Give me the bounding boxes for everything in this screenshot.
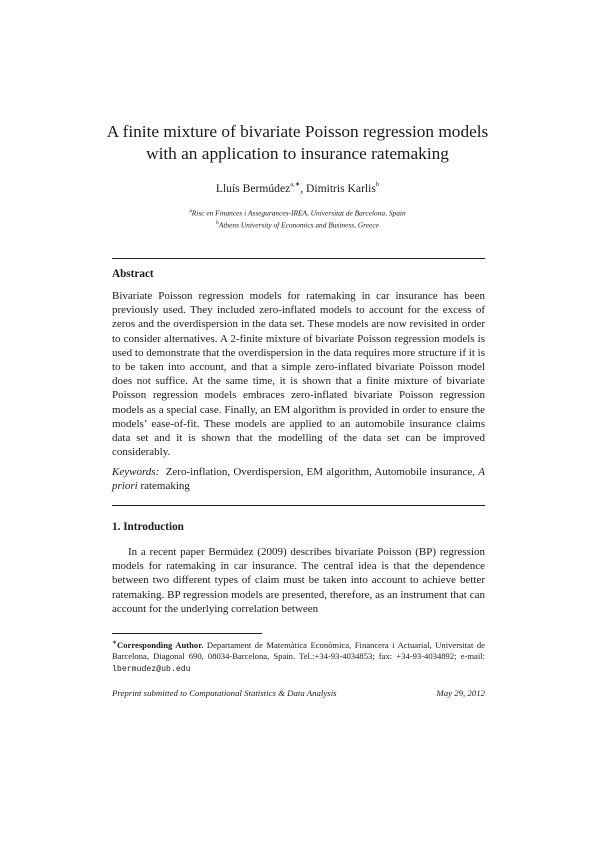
abstract-heading: Abstract — [112, 268, 154, 280]
affiliation-mark: b — [216, 220, 219, 227]
page-footer — [112, 688, 485, 698]
abstract-text: Bivariate Poisson regression models for ratemaking in car insurance has been previously used. They included zero-inflated models to account for the excess of zeros and the overdispersion in the data set. These models are now revisited in order to consider alternatives. A 2-finite mixture of bivariate Poisson regression models is used to demonstrate that the overdispersion in the data requires more structure if it is to be taken into account, and that a simple zero-inflated bivariate Poisson model does not suffice. At the same time, it is shown that a finite mixture of bivariate Poisson regression models embraces zero-inflated bivariate Poisson regression models as a special case. Finally, an EM algorithm is provided in order to ensure the models’ ease-of-fit. These models are applied to an automobile insurance claims data set and it is shown that the modelling of the data set can be improved considerably. — [112, 290, 485, 459]
keywords-label: Keywords: — [112, 466, 160, 478]
footnote-text: Departament de Matemàtica Econòmica, Financera i Actuarial, Universitat de Barcelona, Diagonal 690, 08034-Barcelona, Spain. Tel.:+34-93-4034853; fax: +34-93-4034892; e-mail: — [112, 639, 485, 662]
keywords-emphasis: A priori — [112, 466, 485, 493]
affiliation-mark: a — [189, 208, 192, 214]
footnote-rule — [112, 633, 262, 634]
affiliation-text: Athens University of Economics and Business, Greece — [218, 220, 379, 230]
author-name: Lluís Bermúdez — [215, 181, 291, 195]
paper-title — [80, 121, 515, 165]
affiliations — [80, 206, 515, 231]
title-line-1: A finite mixture of bivariate Poisson regression models — [106, 122, 489, 141]
affiliation-text: Risc en Finances i Assegurances-IREA, Universitat de Barcelona, Spain — [191, 208, 406, 218]
footnote-label: Corresponding Author. — [117, 639, 204, 650]
keywords — [112, 465, 485, 493]
footer-journal: Preprint submitted to Computational Statistics & Data Analysis — [112, 688, 337, 698]
author-affiliation-mark: b — [375, 181, 380, 188]
affiliation-line — [80, 206, 515, 218]
abstract-top-rule — [112, 258, 485, 259]
section-heading: 1. Introduction — [112, 521, 184, 533]
footnote-mark: ∗ — [112, 640, 118, 646]
footnote — [112, 638, 485, 675]
keywords-text-end: ratemaking — [137, 480, 190, 493]
abstract-bottom-rule — [112, 505, 485, 506]
title-line-2: with an application to insurance ratemaking — [146, 144, 449, 163]
author-affiliation-mark: a,∗ — [290, 181, 301, 188]
footnote-email: lbermudez@ub.edu — [112, 664, 191, 674]
author-name: Dimitris Karlis — [306, 181, 376, 195]
author-list — [80, 181, 515, 195]
author-separator: , — [300, 181, 306, 195]
affiliation-line — [80, 218, 515, 230]
section-body-text: In a recent paper Bermúdez (2009) describes bivariate Poisson (BP) regression models for ratemaking in car insurance. The central idea is that the dependence between two different types of claim must be taken into account to achieve better ratemaking. BP regression models are presented, therefore, as an instrument that can account for the underlying correlation between — [112, 546, 485, 615]
footer-date: May 29, 2012 — [436, 688, 485, 698]
keywords-text: Zero-inflation, Overdispersion, EM algorithm, Automobile insurance, — [165, 466, 479, 478]
